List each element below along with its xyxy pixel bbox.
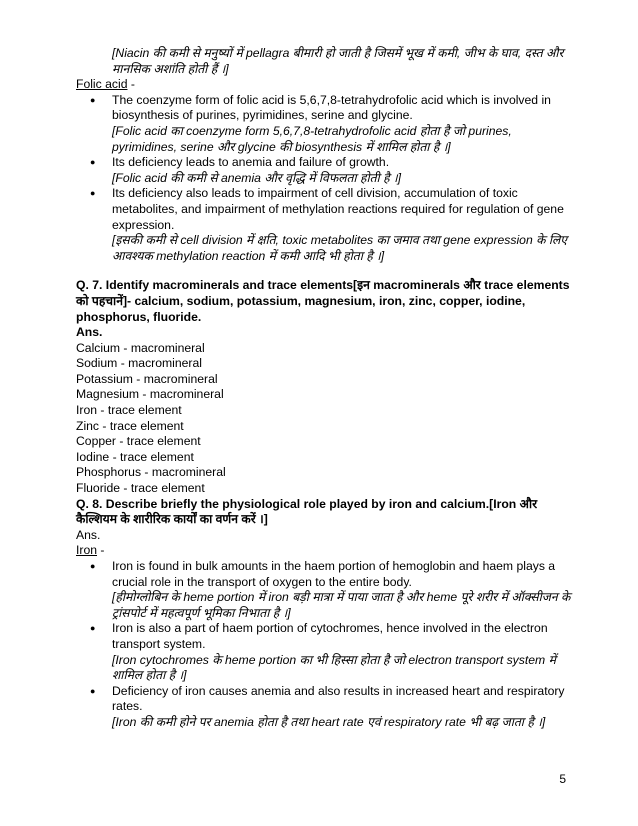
iron-heading [76,543,572,559]
list-item-hindi: [Iron की कमी होने पर anemia होता है तथा heart rate एवं respiratory rate भी बढ़ जाता है ।] [112,714,546,729]
folic-acid-heading-text: Folic acid [76,77,128,92]
list-item-english: ● Iron is also a part of haem portion of cytochromes, hence involved in the electron transport system. [112,621,548,651]
list-item-english: ● The coenzyme form of folic acid is 5,6,7,8-tetrahydrofolic acid which is involved in biosynthesis of purines, pyrimidines, serine and glycine. [112,92,551,123]
answer-line: Zinc - trace element [76,418,184,433]
answer-line: Phosphorus - macromineral [76,465,226,480]
folic-acid-list [76,93,572,265]
list-item [76,559,572,621]
iron-heading-suffix: - [97,543,105,558]
answer-label-8: Ans. [76,527,101,542]
iron-heading-text: Iron [76,543,98,558]
answer-line: Iodine - trace element [76,449,194,464]
question-8: Q. 8. Describe briefly the physiological role played by iron and calcium.[Iron और कैल्शियम के शारीरिक कार्यों का वर्णन करें ।] [76,496,538,527]
list-item-hindi: [Iron cytochromes के heme portion का भी हिस्सा होता है जो electron transport system में शामिल होता है ।] [112,652,556,683]
answer-label-7: Ans. [76,325,103,340]
answer-line: Copper - trace element [76,434,201,449]
list-item-english: ● Its deficiency leads to anemia and failure of growth. [112,155,390,170]
niacin-hindi-note: [Niacin की कमी से मनुष्यों में pellagra बीमारी हो जाती है जिसमें भूख में कमी, जीभ के घाव, दस्त और मानसिक अशांति होती हैं ।] [112,46,564,76]
answer-line: Calcium - macromineral [76,340,205,355]
folic-acid-heading-suffix: - [127,77,135,92]
list-item-hindi: [इसकी कमी से cell division में क्षति, toxic metabolites का जमाव तथा gene expression के लिए आवश्यक methylation reaction में कमी आदि भी होता है ।] [112,233,568,263]
list-item-english: ● Iron is found in bulk amounts in the haem portion of hemoglobin and haem plays a crucial role in the transport of oxygen to the entire body. [112,559,556,589]
list-item-english: ● Its deficiency also leads to impairment of cell division, accumulation of toxic metabolites, and impairment of methylation reactions required for regulation of gene expression. [112,186,564,232]
list-item-english: ● Deficiency of iron causes anemia and also results in increased heart and respiratory rates. [112,683,565,714]
answer-line: Potassium - macromineral [76,371,218,386]
answer-line: Sodium - macromineral [76,356,202,371]
list-item-hindi: [Folic acid का coenzyme form 5,6,7,8-tetrahydrofolic acid होता है जो purines, pyrimidines, serine और glycine की biosynthesis में शामिल होता है ।] [112,123,512,154]
answer-line: Iron - trace element [76,403,182,418]
iron-list [76,559,572,731]
answer-line: Fluoride - trace element [76,481,205,496]
question-7: Q. 7. Identify macrominerals and trace elements[इन macrominerals और trace elements को पहचानें]- calcium, sodium, potassium, magnesium, iron, zinc, copper, iodine, phosphorus, fluoride. [76,278,570,324]
q7-answer-list [76,341,572,497]
list-item [76,155,572,186]
list-item-hindi: [हीमोग्लोबिन के heme portion में iron बड़ी मात्रा में पाया जाता है और heme पूरे शरीर में ऑक्सीजन के ट्रांसपोर्ट में महत्वपूर्ण भूमिका निभाता है ।] [112,590,571,620]
list-item [76,684,572,731]
list-item-hindi: [Folic acid की कमी से anemia और वृद्धि में विफलता होती है ।] [112,170,401,185]
list-item [76,186,572,264]
list-item [76,621,572,683]
folic-acid-heading [76,77,572,93]
list-item [76,93,572,155]
page-number: 5 [559,772,566,786]
answer-line: Magnesium - macromineral [76,387,224,402]
